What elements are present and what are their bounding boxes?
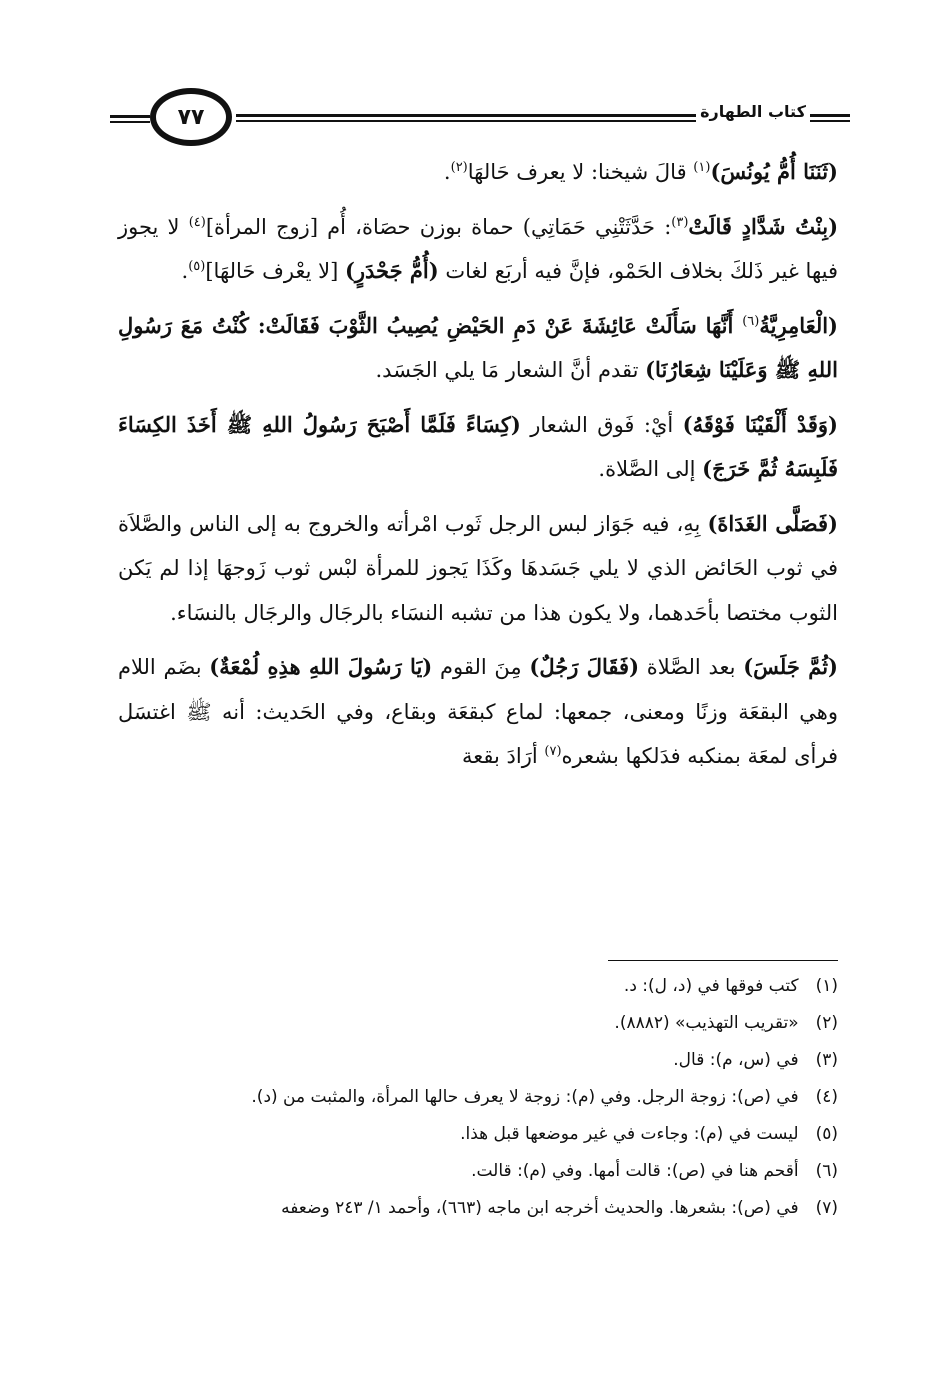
hadith-quote: (وَقَدْ أَلْقَيْنَا فَوْقَهُ) (682, 411, 838, 437)
footnote (118, 1005, 838, 1042)
footnote-ref: (٤) (188, 214, 206, 230)
footnote-number: (٧) (815, 1198, 838, 1218)
page-header (110, 88, 840, 152)
footnote-ref: (٦) (742, 313, 760, 329)
hadith-quote: (فَقَالَ رَجُلٌ) (529, 654, 639, 679)
commentary: بِهِ، فيه جَوَاز لبس الرجل ثَوب امْرأته والخروج به إلى الناس والصَّلاَة في ثوب الحَائض الذي لا يلي جَسَدهَا وكَذَا يَجوز للمرأة لبْس ثوب زَوجهَا إذا لم يَكن الثوب مختصا بأحَدهما، ولا يكون هذا من تشبه النسَاء بالرجَال والرجَال بالنسَاء. (118, 511, 838, 625)
commentary: . (181, 259, 189, 283)
hadith-quote: (الْعَامِرِيَّةُ (759, 312, 838, 338)
hadith-quote: (أُمُّ جَحْدَرٍ) (344, 258, 439, 283)
page-number: ٧٧ (150, 88, 232, 146)
hadith-quote: (بِنْتُ شَدَّادٍ قَالَتْ (688, 213, 839, 239)
header-rule (110, 115, 150, 118)
footnote-ref: (٥) (188, 259, 206, 274)
footnote-number: (٦) (815, 1161, 838, 1181)
commentary: أرَادَ بقعة (462, 744, 545, 768)
commentary: بضَم اللام وهي البقعَة وزنًا ومعنى، جمعها: لماع كبقعَة وبقاع، وفي الحَديث: أنه ﷺ اغتسَل فرأى لمعَة بمنكبه فدَلكها بشعره (118, 655, 838, 768)
paragraph (118, 304, 838, 393)
footnote (118, 1116, 838, 1153)
paragraph (118, 150, 838, 195)
hadith-quote: (فَصَلَّى الغَدَاةَ) (707, 510, 838, 536)
footnote-ref: (٣) (671, 214, 689, 230)
header-rule (810, 114, 850, 117)
header-rule (236, 120, 696, 122)
footnote (118, 1153, 838, 1190)
commentary: [لا يعْرف حَالهَا] (205, 259, 345, 283)
footnote-divider (608, 960, 838, 961)
commentary: مِنَ القوم (432, 655, 530, 679)
footnotes (118, 968, 838, 1227)
commentary: : حَدَّثَتْنِي حَمَاتِي) حماة بوزن حصَاة، أُم [زوج المرأة] (205, 214, 672, 239)
commentary: إلى الصَّلاة. (598, 457, 703, 481)
main-text (118, 150, 838, 789)
footnote-ref: (١) (693, 160, 711, 175)
footnote-text: كتب فوقها في (د، ل): د. (623, 976, 799, 996)
commentary: تقدم أنَّ الشعار مَا يلي الجَسَد. (375, 358, 646, 382)
commentary: لا يجوز فيها غير ذَلكَ بخلاف الحَمْو، فإنَّ فيه أربَع لغات (118, 214, 838, 283)
footnote-text: في (س، م): قال. (673, 1050, 799, 1070)
commentary: بعد الصَّلاة (639, 655, 744, 679)
commentary: أيْ: فَوق الشعار (520, 412, 683, 437)
footnote-text: أقحم هنا في (ص): قالت أمها. وفي (م): قالت. (471, 1161, 799, 1181)
header-rule (110, 121, 150, 123)
header-rule (236, 114, 696, 117)
footnote-ref: (٢) (450, 160, 468, 175)
footnote-text: ليست في (م): وجاءت في غير موضعها قبل هذا. (460, 1124, 799, 1144)
paragraph (118, 403, 838, 492)
hadith-quote: أَنَّهَا سَأَلَتْ عَائِشَةَ عَنْ دَمِ الحَيْضِ يُصِيبُ الثَّوْبَ فَقَالَتْ: كُنْتُ مَعَ رَسُولِ اللهِ ﷺ وَعَلَيْنَا شِعَارُنَا) (118, 312, 838, 382)
footnote-number: (٢) (815, 1013, 838, 1033)
hadith-quote: (يَا رَسُولَ اللهِ هذِهِ لُمْعَةٌ) (209, 654, 433, 679)
footnote-ref: (٧) (544, 744, 562, 759)
footnote-text: «تقريب التهذيب» (٨٨٨٢). (614, 1013, 799, 1033)
hadith-quote: (ثَنَنَا أُمُّ يُونُسَ) (710, 159, 838, 184)
footnote (118, 968, 838, 1005)
commentary: . (443, 160, 451, 184)
paragraph (118, 205, 838, 294)
paragraph (118, 645, 838, 779)
running-title: كتاب الطهارة (700, 102, 806, 121)
footnote-number: (٣) (815, 1050, 838, 1070)
footnote-number: (٤) (815, 1087, 838, 1107)
hadith-quote: (ثُمَّ جَلَسَ) (743, 654, 838, 679)
footnote (118, 1079, 838, 1116)
header-rule (810, 120, 850, 122)
commentary: قالَ شيخنا: لا يعرف حَالهَا (467, 160, 694, 184)
footnote-text: في (ص): بشعرها. والحديث أخرجه ابن ماجه (٦٦٣)، وأحمد ١/ ٢٤٣ وضعفه (281, 1198, 799, 1218)
hadith-quote: (كِسَاءً فَلَمَّا أَصْبَحَ رَسُولُ اللهِ ﷺ أَخَذَ الكِسَاءَ فَلَبِسَهُ ثُمَّ خَرَجَ) (118, 411, 838, 481)
footnote (118, 1042, 838, 1079)
footnote-number: (٥) (815, 1124, 838, 1144)
paragraph (118, 502, 838, 636)
footnote-number: (١) (815, 976, 838, 996)
footnote (118, 1190, 838, 1227)
footnote-text: في (ص): زوجة الرجل. وفي (م): زوجة لا يعرف حالها المرأة، والمثبت من (د). (251, 1087, 799, 1107)
